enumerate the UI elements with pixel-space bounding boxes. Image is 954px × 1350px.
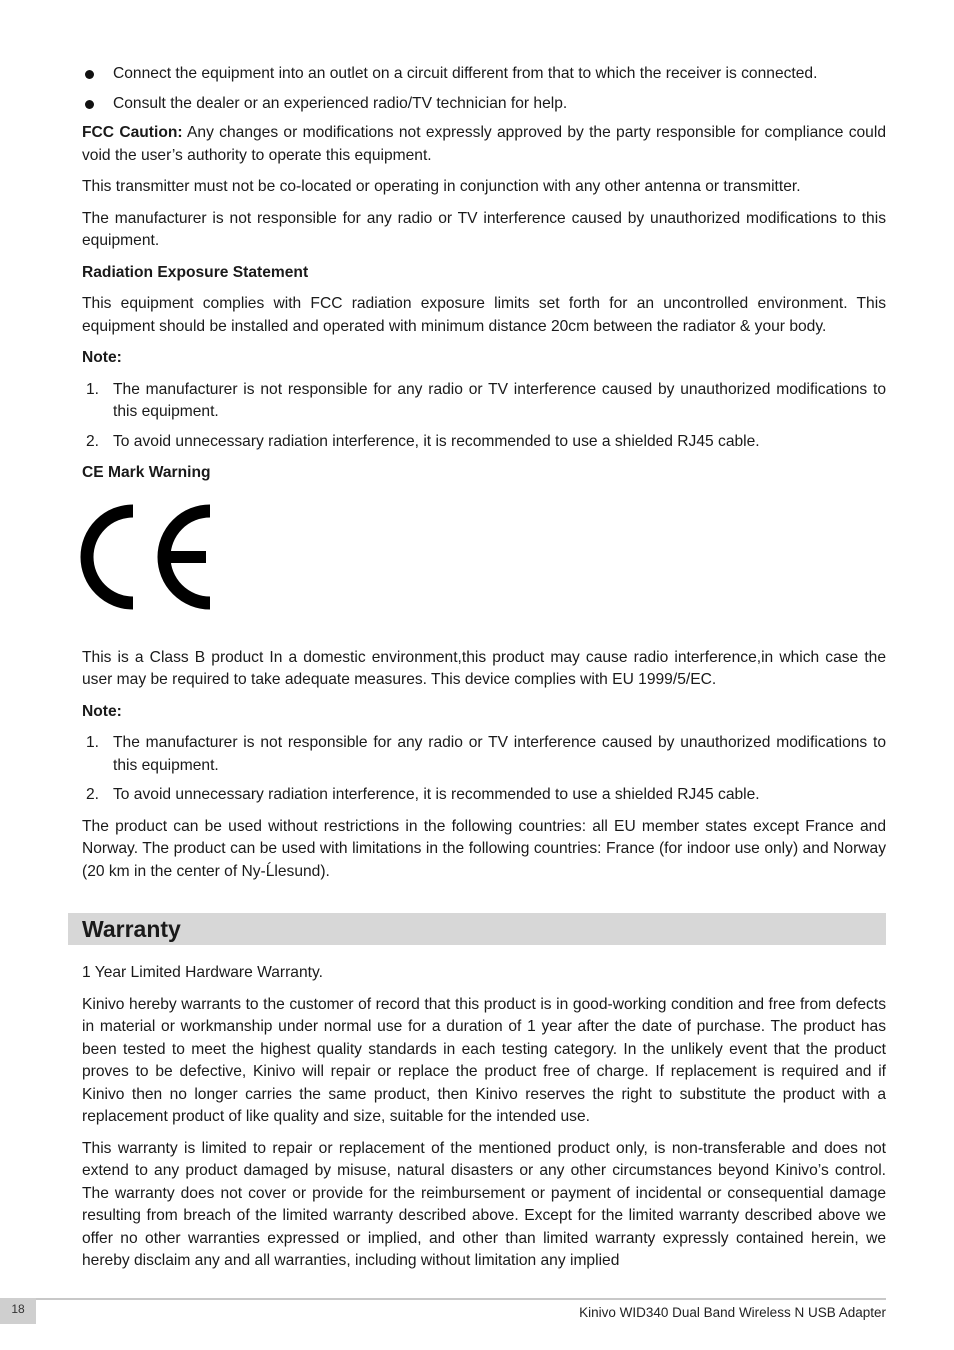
ce-heading: CE Mark Warning [82, 464, 211, 481]
bullet-text: Connect the equipment into an outlet on a circuit different from that to which the receiver is connected. [113, 65, 818, 82]
fcc-colocation-paragraph: This transmitter must not be co-located or operating in conjunction with any other antenna or transmitter. [82, 178, 801, 195]
note-list [82, 379, 886, 454]
note-heading: Note: [82, 702, 122, 720]
bullet-dot-icon [85, 70, 94, 79]
note-number: 2. [86, 786, 100, 803]
bullet-item [82, 63, 886, 86]
note-number: 1. [86, 734, 100, 751]
note-text: To avoid unnecessary radiation interference, it is recommended to use a shielded RJ45 cable. [113, 432, 760, 450]
fcc-caution-label: FCC Caution: [82, 124, 183, 141]
radiation-paragraph: This equipment complies with FCC radiation exposure limits set forth for an uncontrolled environment. This equipment should be installed and operated with minimum distance 20cm between the radiator & your body. [82, 295, 886, 335]
page-content [82, 63, 886, 1282]
radiation-heading: Radiation Exposure Statement [82, 263, 309, 281]
warranty-paragraph: This warranty is limited to repair or replacement of the mentioned product only, is non-transferable and does not extend to any product damaged by misuse, natural disasters or any other circumstances beyond Kinivo’s control. The warranty does not cover or provide for the reimbursement or payment of incidental or consequential damage resulting from breach of the limited warranty described above. Except for the limited warranty described above we offer no other warranties expressed or implied, and other than limited warranty expressly contained herein, we hereby disclaim any and all warranties, including without limitation any implied [82, 1139, 886, 1269]
note-item [82, 379, 886, 424]
note-list [82, 732, 886, 807]
note-item [82, 732, 886, 777]
fcc-caution-paragraph [82, 122, 886, 167]
fcc-caution-text: Any changes or modifications not expressly approved by the party responsible for compliance could void the user’s authority to operate this equipment. [82, 124, 886, 164]
bullet-item [82, 93, 886, 116]
ce-mark-logo [80, 503, 886, 611]
bullet-list [82, 63, 886, 115]
warranty-line: 1 Year Limited Hardware Warranty. [82, 964, 323, 981]
footer-title: Kinivo WID340 Dual Band Wireless N USB Adapter [579, 1305, 886, 1320]
note-text: The manufacturer is not responsible for any radio or TV interference caused by unauthorized modifications to this equipment. [113, 380, 886, 420]
warranty-section-header [68, 913, 886, 945]
bullet-dot-icon [85, 100, 94, 109]
note-text: The manufacturer is not responsible for any radio or TV interference caused by unauthorized modifications to this equipment. [113, 734, 886, 774]
class-b-paragraph: This is a Class B product In a domestic environment,this product may cause radio interference,in which case the user may be required to take adequate measures. This device complies with EU 1999/5/EC. [82, 648, 886, 688]
note-number: 2. [86, 432, 100, 450]
fcc-manufacturer-paragraph: The manufacturer is not responsible for any radio or TV interference caused by unauthorized modifications to this equipment. [82, 209, 886, 249]
ce-mark-icon [80, 503, 214, 611]
footer-divider [36, 1298, 886, 1300]
note-number: 1. [86, 380, 100, 398]
warranty-paragraph: Kinivo hereby warrants to the customer of record that this product is in good-working condition and free from defects in material or workmanship under normal use for a duration of 1 year after the date of purchase. The product has been tested to meet the highest quality standards in each testing category. In the unlikely event that the product proves to be defective, Kinivo will repair or replace the product free of charge. If replacement is required and if Kinivo then no longer carries the same product, then Kinivo reserves the right to substitute the product with a replacement product of like quality and size, suitable for the intended use. [82, 995, 886, 1125]
note-item [82, 431, 886, 454]
note-item [82, 784, 886, 807]
note-heading: Note: [82, 349, 122, 366]
countries-paragraph: The product can be used without restrictions in the following countries: all EU member states except France and Norway. The product can be used with limitations in the following countries: France (for indoor use only) and Norway (20 km in the center of Ny-Ĺlesund). [82, 817, 886, 880]
bullet-text: Consult the dealer or an experienced radio/TV technician for help. [113, 94, 568, 112]
note-text: To avoid unnecessary radiation interference, it is recommended to use a shielded RJ45 cable. [113, 786, 760, 803]
warranty-heading: Warranty [82, 916, 181, 942]
page-number: 18 [0, 1298, 36, 1324]
